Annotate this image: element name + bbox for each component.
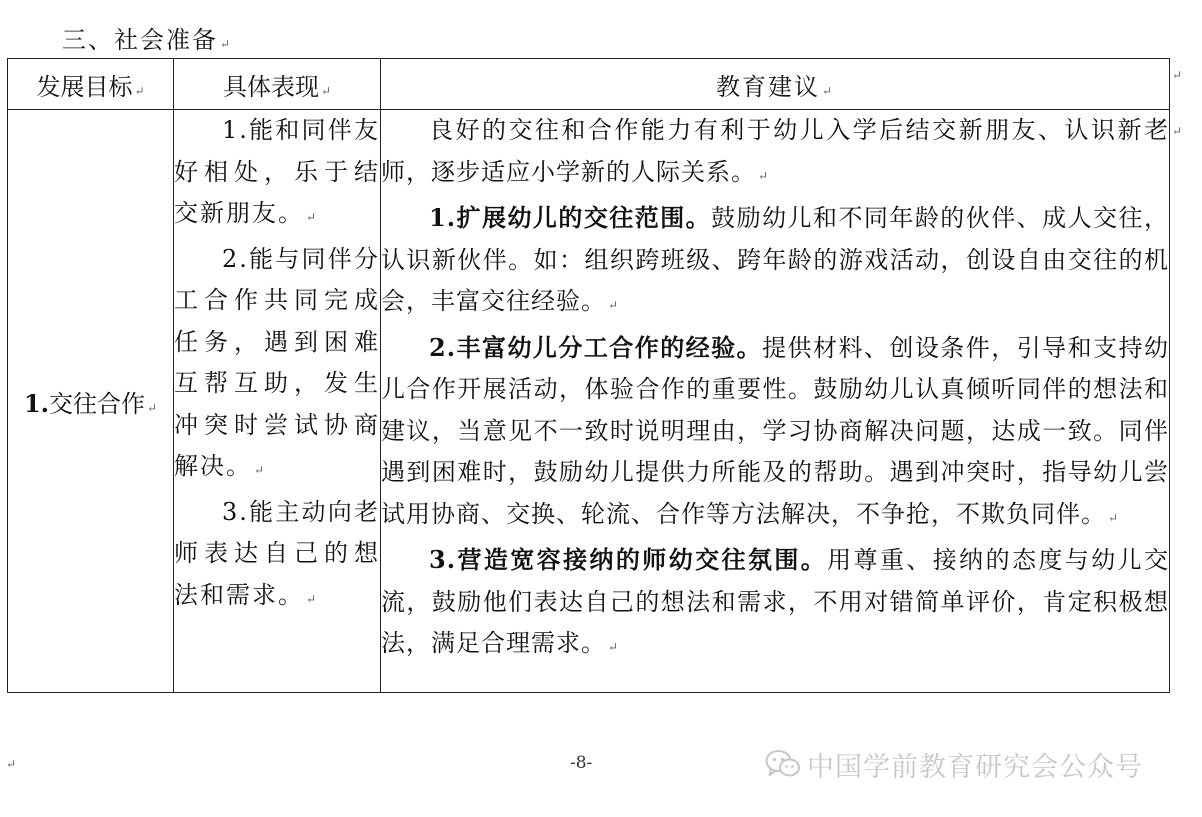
row-end-mark: ↵	[1172, 68, 1183, 82]
advice-item-2: 2.丰富幼儿分工合作的经验。提供材料、创设条件，引导和支持幼儿合作开展活动，体验合作的重要性。鼓励幼儿认真倾听同伴的想法和建议，当意见不一致时说明理由，学习协商解决问题，达成一致。同伴遇到困难时，鼓励幼儿提供力所能及的帮助。遇到冲突时，指导幼儿尝试用协商、交换、轮流、合作等方法解决，不争抢，不欺负同伴。 ↵	[381, 332, 1169, 528]
performance-cell	[174, 110, 381, 693]
page-number: -8-	[570, 753, 593, 773]
header-advice: 教育建议 ↵	[381, 59, 1170, 110]
advice-item-body: 用尊重、接纳的态度与幼儿交流，鼓励他们表达自己的想法和需求，不用对错简单评价，肯定积极想法，满足合理需求。	[381, 546, 1170, 657]
paragraph-mark: ↵	[220, 37, 233, 51]
watermark-text: 中国学前教育研究会公众号	[807, 751, 1143, 783]
paragraph-mark: ↵	[6, 757, 17, 771]
readiness-table	[7, 58, 1170, 693]
goal-label: 交往合作	[49, 389, 145, 418]
advice-item-3: 3.营造宽容接纳的师幼交往氛围。用尊重、接纳的态度与幼儿交流，鼓励他们表达自己的想法和需求，不用对错简单评价，肯定积极想法，满足合理需求。 ↵	[381, 545, 1170, 657]
header-goal: 发展目标 ↵	[8, 59, 174, 110]
performance-item-1: 1.能和同伴友好相处，乐于结交新朋友。 ↵	[174, 116, 380, 227]
advice-item-heading: 2.丰富幼儿分工合作的经验。	[429, 332, 763, 362]
goal-number: 1.	[23, 388, 49, 418]
advice-item-body: 提供材料、创设条件，引导和支持幼儿合作开展活动，体验合作的重要性。鼓励幼儿认真倾听同伴的想法和建议，当意见不一致时说明理由，学习协商解决问题，达成一致。同伴遇到困难时，鼓励幼儿提供力所能及的帮助。遇到冲突时，指导幼儿尝试用协商、交换、轮流、合作等方法解决，不争抢，不欺负同伴。	[381, 333, 1169, 528]
row-end-mark: ↵	[1172, 124, 1183, 138]
table-header-row	[8, 59, 1170, 110]
table-row	[8, 110, 1170, 693]
advice-item-body: 鼓励幼儿和不同年龄的伙伴、成人交往，认识新伙伴。如：组织跨班级、跨年龄的游戏活动，创设自由交往的机会，丰富交往经验。	[381, 204, 1169, 315]
watermark	[765, 741, 1143, 787]
performance-item-2: 2.能与同伴分工合作共同完成任务，遇到困难互帮互助，发生冲突时尝试协商解决。 ↵	[174, 244, 380, 480]
advice-item-heading: 3.营造宽容接纳的师幼交往氛围。	[429, 545, 828, 574]
header-performance: 具体表现 ↵	[174, 59, 381, 110]
advice-item-1: 1.扩展幼儿的交往范围。鼓励幼儿和不同年龄的伙伴、成人交往，认识新伙伴。如：组织跨班级、跨年龄的游戏活动，创设自由交往的机会，丰富交往经验。 ↵	[381, 203, 1169, 315]
advice-intro: 良好的交往和合作能力有利于幼儿入学后结交新朋友、认识新老师，逐步适应小学新的人际关系。 ↵	[381, 116, 1169, 186]
goal-cell: 1.交往合作 ↵	[8, 110, 174, 693]
performance-item-3: 3.能主动向老师表达自己的想法和需求。 ↵	[174, 497, 380, 609]
wechat-icon	[765, 749, 801, 779]
section-title	[62, 20, 232, 55]
advice-item-heading: 1.扩展幼儿的交往范围。	[429, 203, 712, 232]
section-title-text: 三、社会准备	[62, 26, 218, 54]
advice-cell	[381, 110, 1170, 693]
